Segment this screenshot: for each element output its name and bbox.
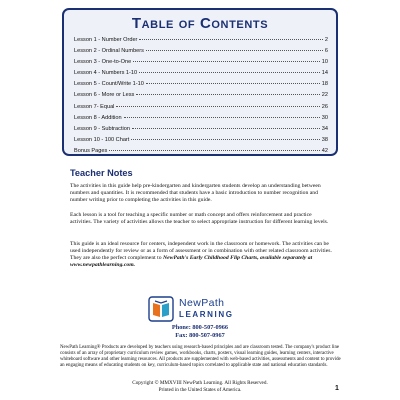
- toc-entry: [74, 137, 328, 148]
- logo-book-icon: [148, 296, 174, 322]
- toc-entry: [74, 92, 328, 103]
- toc-entry-page: 10: [321, 59, 328, 66]
- flip-charts-reference: NewPath's Early Childhood Flip Charts: [163, 255, 258, 262]
- toc-dot-leader: [131, 139, 319, 140]
- toc-entry-label: Lesson 2 - Ordinal Numbers: [74, 48, 144, 55]
- toc-entry-page: 14: [321, 70, 328, 77]
- toc-entry-page: 30: [321, 114, 328, 121]
- toc-list: [74, 37, 328, 159]
- teacher-notes-paragraph-1: The activities in this guide help pre-kindergarten and kindergarten students develop an understanding between numbers and quantities. It is recommended that students have a basic introduction to number recognition and number writing prior to completing the activities in this guide.: [70, 183, 321, 204]
- toc-entry-label: Lesson 10 - 100 Chart: [74, 136, 130, 143]
- table-of-contents-box: [62, 8, 338, 156]
- toc-entry-label: Lesson 5 - Count/Write 1-10: [74, 81, 144, 88]
- teacher-notes-paragraph-3: [70, 241, 334, 269]
- company-description: NewPath Learning® Products are developed by teachers using research-based principles and are classroom tested. The company's product line consists of an array of proprietary curriculum review games, workbooks, charts, posters, visual learning guides, learning centers, interactive whiteboard software and other learning resources. All products are supplemented with web-based activities, assessments and content to provide an engaging means of educating students on key, curriculum-based topics correlated to applicable state and national education standards.: [60, 345, 341, 368]
- toc-entry-page: 18: [321, 81, 328, 88]
- toc-entry-label: Lesson 7- Equal: [74, 103, 115, 110]
- toc-entry-page: 42: [321, 147, 328, 154]
- toc-entry: [74, 104, 328, 115]
- newpath-learning-logo: [148, 296, 258, 322]
- toc-entry: [74, 81, 328, 92]
- toc-entry-page: 2: [324, 37, 328, 43]
- toc-entry-label: Lesson 1 - Number Order: [74, 37, 138, 43]
- logo-subtitle: LEARNING: [179, 310, 234, 319]
- toc-entry: [74, 37, 328, 48]
- teacher-notes-heading: Teacher Notes: [70, 168, 133, 178]
- toc-entry-page: 38: [321, 136, 328, 143]
- toc-entry-label: Bonus Pages: [74, 147, 108, 154]
- toc-entry: [74, 115, 328, 126]
- toc-dot-leader: [124, 117, 320, 118]
- toc-entry-label: Lesson 3 - One-to-One: [74, 59, 132, 66]
- toc-entry: [74, 70, 328, 81]
- toc-entry-page: 26: [321, 103, 328, 110]
- toc-entry: [74, 59, 328, 70]
- toc-dot-leader: [139, 72, 320, 73]
- toc-entry-page: 34: [321, 125, 328, 132]
- toc-entry-page: 6: [324, 48, 328, 55]
- toc-dot-leader: [146, 83, 320, 84]
- toc-entry-label: Lesson 8 - Addition: [74, 114, 122, 121]
- copyright-line: Copyright © MMXVIII NewPath Learning. All Rights Reserved.: [132, 380, 268, 386]
- toc-title: Table of Contents: [131, 15, 269, 32]
- toc-dot-leader: [136, 94, 319, 95]
- toc-entry: [74, 148, 328, 159]
- teacher-notes-paragraph-2: Each lesson is a tool for teaching a specific number or math concept and offers reinforcement and practice activities. The variety of activities allows the teacher to select appropriate instruction for different learning levels.: [70, 212, 329, 226]
- toc-entry-label: Lesson 4 - Numbers 1-10: [74, 70, 138, 77]
- toc-dot-leader: [139, 39, 322, 40]
- toc-entry-label: Lesson 6 - More or Less: [74, 92, 135, 99]
- toc-entry: [74, 126, 328, 137]
- fax-number: Fax: 800-507-0967: [175, 332, 225, 339]
- toc-dot-leader: [133, 61, 320, 62]
- toc-dot-leader: [132, 128, 320, 129]
- toc-entry-label: Lesson 9 - Subtraction: [74, 125, 130, 132]
- logo-name: NewPath: [179, 297, 225, 309]
- toc-dot-leader: [146, 50, 323, 51]
- paragraph-3-end: , available separately at www.newpathlearning.com.: [70, 255, 313, 269]
- phone-number: Phone: 800-507-0966: [171, 324, 229, 331]
- toc-dot-leader: [116, 106, 319, 107]
- printed-line: Printed in the United States of America.: [158, 387, 242, 393]
- toc-entry: [74, 48, 328, 59]
- page-number: 1: [335, 385, 339, 392]
- toc-entry-page: 22: [321, 92, 328, 99]
- toc-dot-leader: [109, 150, 319, 151]
- paragraph-3-start: This guide is an ideal resource for centers, independent work in the classroom or homework. The activities can be used independently for review or as a form of assessment or in combination with other related classroom activities. They are also the perfect complement to: [70, 241, 332, 262]
